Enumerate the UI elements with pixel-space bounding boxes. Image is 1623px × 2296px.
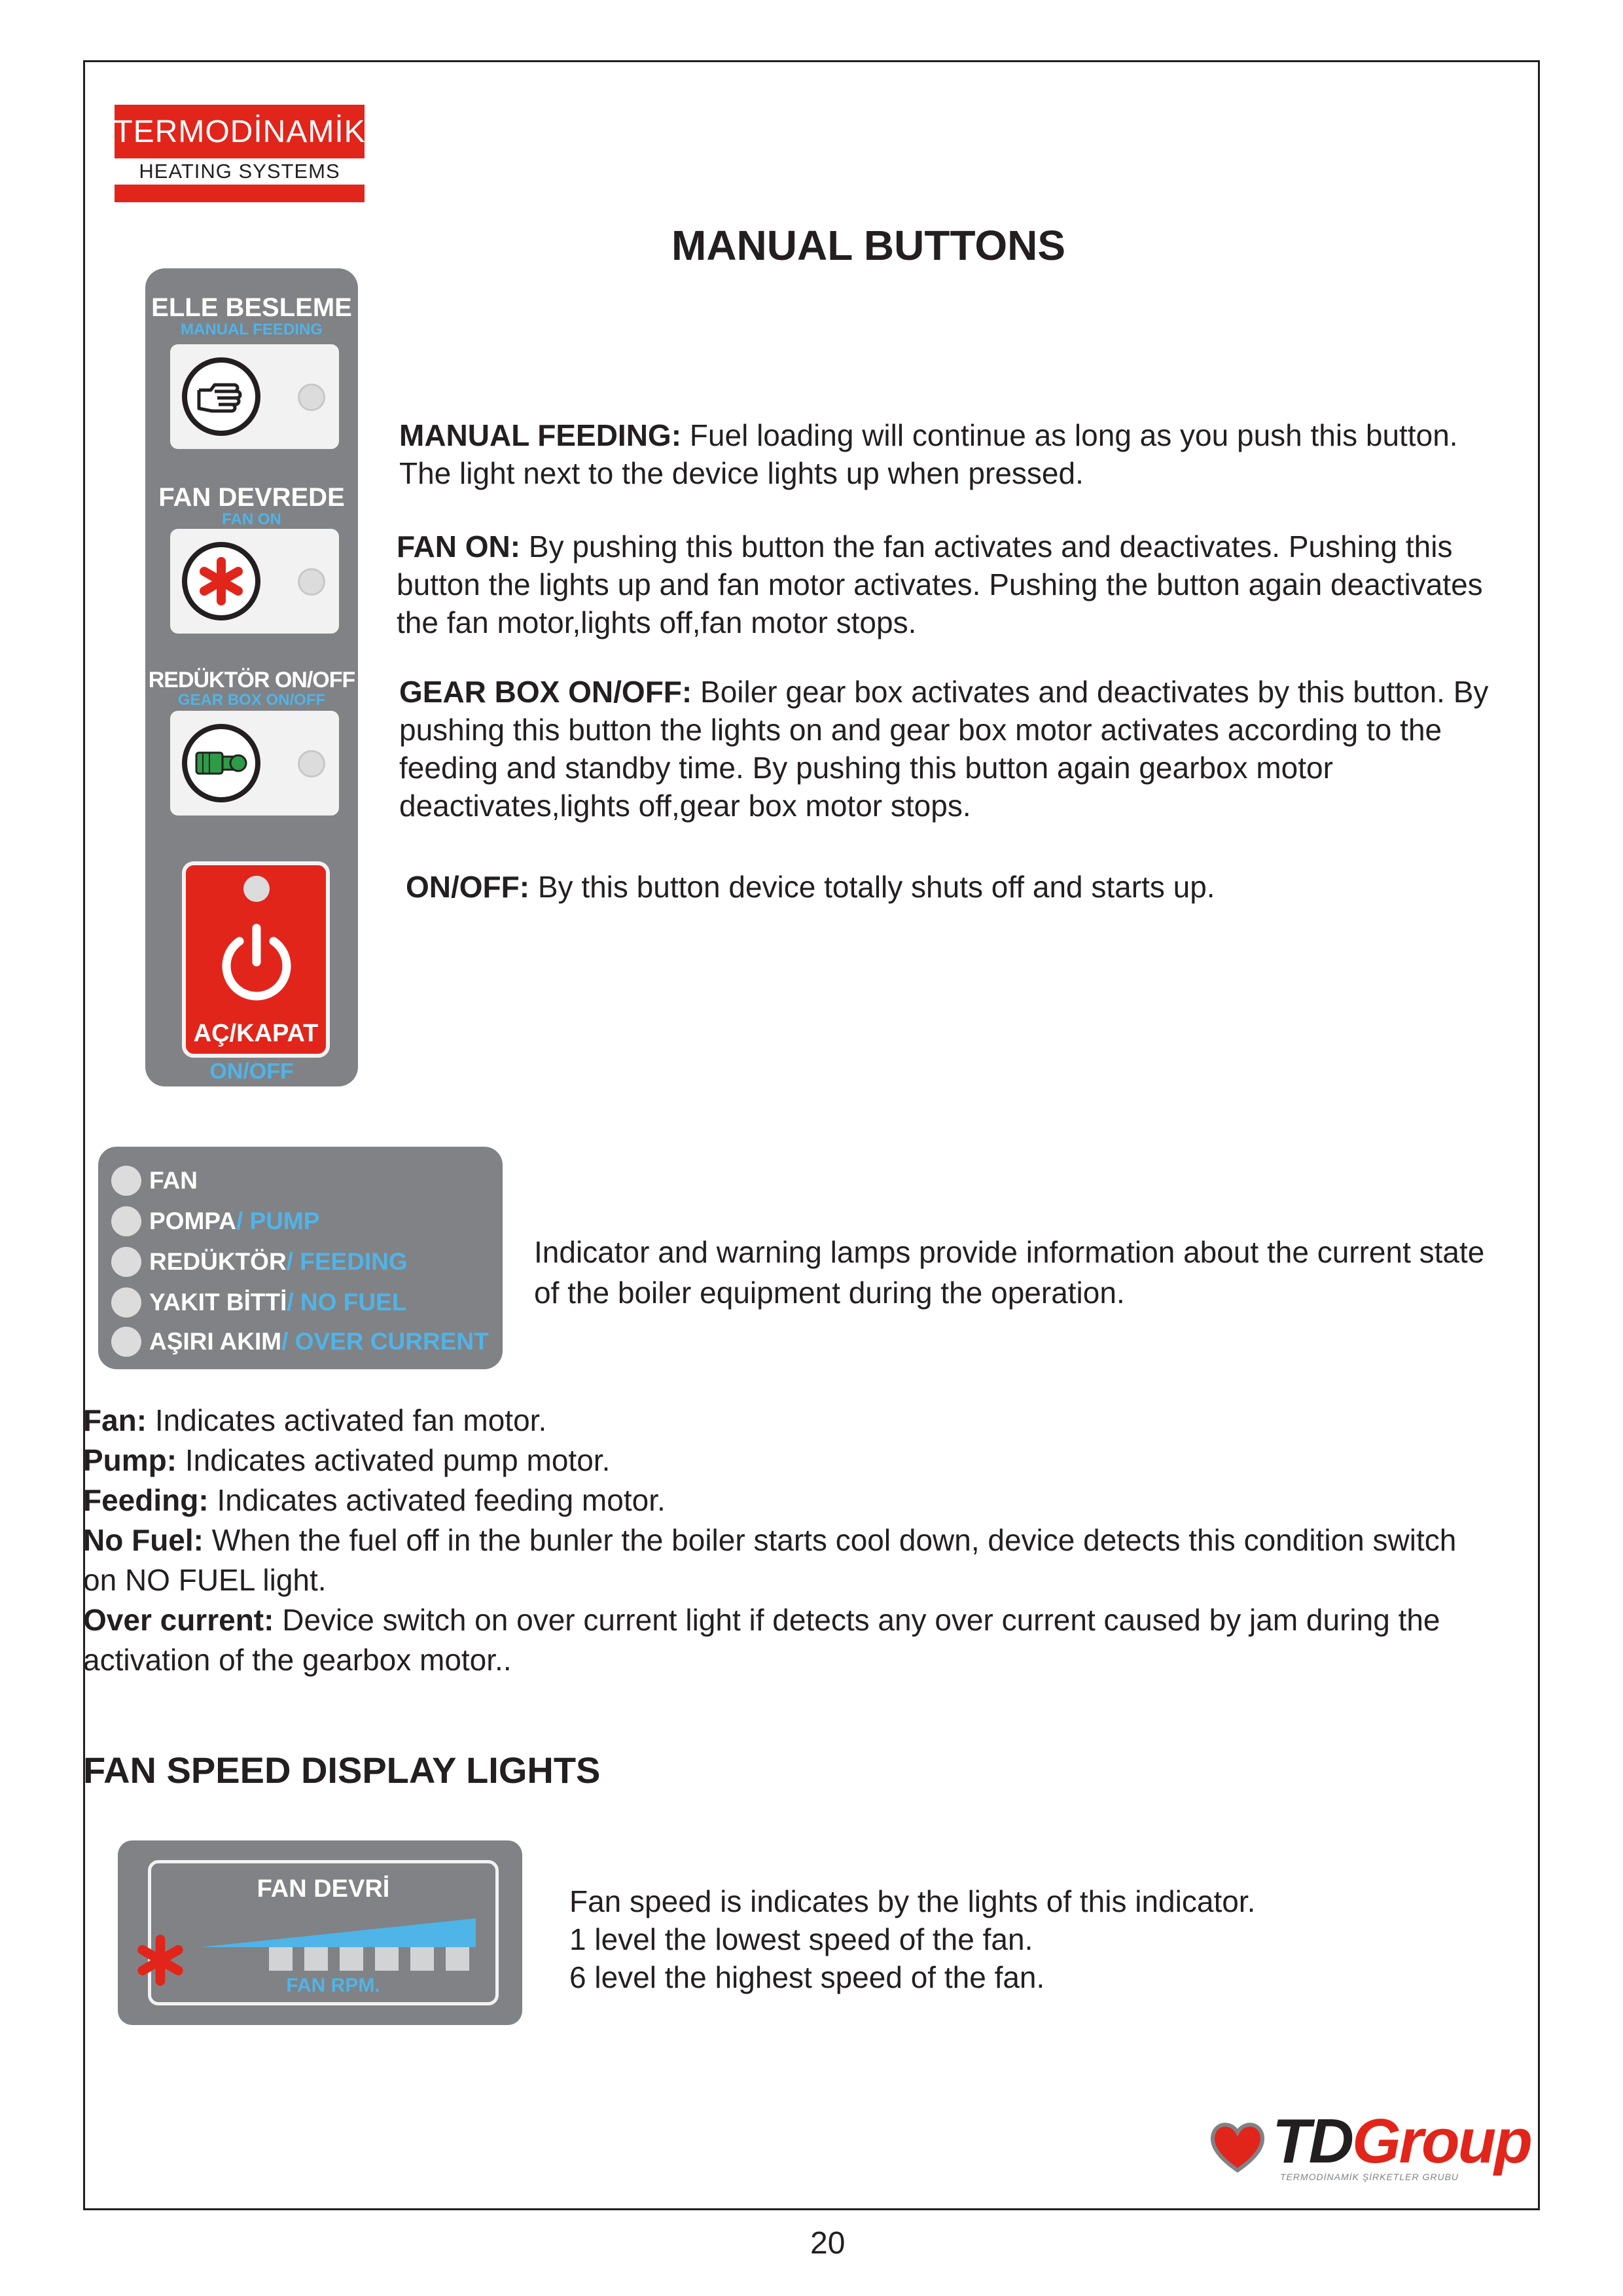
lamp-pump-label: Pump: bbox=[83, 1443, 177, 1477]
onoff-label: AÇ/KAPAT bbox=[193, 1020, 319, 1047]
onoff-desc-label: ON/OFF: bbox=[406, 870, 530, 904]
fan-speed-level-light bbox=[340, 1947, 363, 1971]
logo bbox=[115, 105, 365, 158]
lamp-fan-label: Fan: bbox=[83, 1403, 147, 1437]
indicator-row-no-fuel bbox=[111, 1285, 406, 1319]
indicator-row-over-current bbox=[111, 1325, 489, 1359]
indicator-label-en: / OVER CURRENT bbox=[281, 1328, 489, 1355]
gearbox-desc bbox=[399, 673, 1538, 825]
lamp-fan-desc bbox=[83, 1401, 1536, 1441]
lamp-over-current-desc bbox=[83, 1600, 1523, 1680]
manual-feeding-sublabel: MANUAL FEEDING bbox=[181, 321, 323, 338]
indicator-led bbox=[111, 1247, 141, 1277]
manual-feeding-desc-label: MANUAL FEEDING: bbox=[399, 418, 682, 452]
td-group-td: TD bbox=[1272, 2106, 1352, 2176]
fan-speed-desc bbox=[569, 1882, 1486, 1996]
indicator-panel bbox=[98, 1147, 503, 1369]
fan-on-sublabel: FAN ON bbox=[222, 511, 281, 528]
indicator-label-en: / FEEDING bbox=[286, 1248, 408, 1275]
fan-icon bbox=[182, 542, 260, 620]
lamp-feeding-desc bbox=[83, 1480, 1536, 1520]
gearbox-motor-icon bbox=[182, 724, 260, 802]
fan-on-button[interactable] bbox=[170, 529, 339, 634]
logo-name: TERMODİNAMİK bbox=[113, 114, 366, 149]
fan-speed-heading: FAN SPEED DISPLAY LIGHTS bbox=[83, 1749, 601, 1791]
lamp-descriptions bbox=[83, 1401, 1536, 1680]
indicator-label: YAKIT BİTTİ bbox=[149, 1289, 287, 1316]
lamp-fan-text: Indicates activated fan motor. bbox=[147, 1403, 547, 1437]
td-group-group: Group bbox=[1351, 2106, 1531, 2176]
fan-on-desc-label: FAN ON: bbox=[397, 529, 521, 564]
page-number: 20 bbox=[810, 2226, 846, 2261]
indicator-row-pump bbox=[111, 1204, 319, 1238]
hand-pointer-icon bbox=[182, 357, 260, 436]
indicator-label: POMPA bbox=[149, 1208, 236, 1234]
lamp-no-fuel-desc bbox=[83, 1520, 1497, 1600]
fan-speed-level-light bbox=[375, 1947, 399, 1971]
td-group-subtitle: TERMODİNAMİK ŞİRKETLER GRUBU bbox=[1280, 2172, 1459, 2182]
td-group-logo bbox=[1208, 2117, 1267, 2179]
onoff-button[interactable] bbox=[182, 861, 330, 1058]
manual-feeding-led bbox=[298, 384, 325, 411]
page-title: MANUAL BUTTONS bbox=[671, 222, 1066, 269]
indicator-label-en: / NO FUEL bbox=[287, 1289, 407, 1316]
fan-speed-level-light bbox=[269, 1947, 293, 1971]
lamp-over-current-label: Over current: bbox=[83, 1603, 274, 1637]
control-panel bbox=[145, 268, 358, 1086]
lamp-pump-text: Indicates activated pump motor. bbox=[177, 1443, 611, 1477]
onoff-desc-text: By this button device totally shuts off and starts up. bbox=[529, 870, 1215, 904]
td-group-wordmark bbox=[1272, 2106, 1531, 2176]
indicator-label: FAN bbox=[149, 1167, 198, 1194]
gearbox-desc-text: Boiler gear box activates and deactivates by this button. By pushing this button the lights on and gear box motor activates according to the feeding and standby time. By pushing this button again gearbox motor deactivates,lights off,gear box motor stops. bbox=[399, 675, 1489, 823]
indicator-label: AŞIRI AKIM bbox=[149, 1328, 282, 1355]
fan-speed-panel-sub: FAN RPM. bbox=[286, 1975, 380, 1996]
onoff-desc bbox=[406, 868, 1518, 906]
fan-speed-level-light bbox=[446, 1947, 469, 1971]
lamp-no-fuel-text: When the fuel off in the bunler the boiler starts cool down, device detects this condition switch on NO FUEL light. bbox=[83, 1523, 1457, 1597]
fan-speed-desc-line: 1 level the lowest speed of the fan. bbox=[569, 1922, 1033, 1956]
fan-speed-desc-line: 6 level the highest speed of the fan. bbox=[569, 1960, 1045, 1994]
fan-speed-desc-line: Fan speed is indicates by the lights of this indicator. bbox=[569, 1884, 1256, 1918]
indicator-led bbox=[111, 1206, 141, 1236]
fan-speed-level-light bbox=[304, 1947, 328, 1971]
lamp-no-fuel-label: No Fuel: bbox=[83, 1523, 204, 1557]
fan-on-label: FAN DEVREDE bbox=[158, 483, 345, 512]
indicator-row-fan bbox=[111, 1164, 198, 1198]
onoff-sublabel: ON/OFF bbox=[209, 1059, 294, 1084]
gearbox-led bbox=[298, 750, 325, 778]
fan-speed-level-light bbox=[410, 1947, 434, 1971]
indicator-desc: Indicator and warning lamps provide information about the current state of the boiler equipment during the operation. bbox=[534, 1235, 1485, 1310]
fan-speed-panel bbox=[118, 1840, 522, 2025]
indicator-row-feeding bbox=[111, 1245, 408, 1279]
gearbox-desc-label: GEAR BOX ON/OFF: bbox=[399, 675, 692, 709]
indicator-label: REDÜKTÖR bbox=[149, 1248, 287, 1275]
manual-feeding-label: ELLE BESLEME bbox=[151, 293, 352, 322]
indicator-led bbox=[111, 1287, 141, 1318]
indicator-label-en: / PUMP bbox=[236, 1208, 320, 1234]
lamp-feeding-label: Feeding: bbox=[83, 1483, 209, 1517]
fan-speed-frame bbox=[148, 1860, 499, 2005]
indicator-led bbox=[111, 1166, 141, 1196]
gearbox-button[interactable] bbox=[170, 711, 339, 816]
gearbox-label: REDÜKTÖR ON/OFF bbox=[148, 668, 355, 692]
indicator-led bbox=[111, 1327, 141, 1357]
fan-on-desc bbox=[397, 528, 1509, 641]
onoff-led bbox=[243, 876, 270, 902]
lamp-feeding-text: Indicates activated feeding motor. bbox=[208, 1483, 666, 1517]
manual-feeding-button[interactable] bbox=[170, 344, 339, 449]
fan-speed-wedge bbox=[201, 1918, 476, 1950]
logo-bar bbox=[115, 185, 365, 202]
lamp-pump-desc bbox=[83, 1441, 1536, 1480]
manual-feeding-desc-text: Fuel loading will continue as long as you push this button. The light next to the device lights up when pressed. bbox=[399, 418, 1458, 490]
logo-tagline: HEATING SYSTEMS bbox=[115, 158, 365, 185]
manual-feeding-desc bbox=[399, 416, 1512, 492]
power-icon bbox=[213, 919, 300, 1009]
fan-on-led bbox=[298, 568, 325, 596]
heart-icon bbox=[1208, 2117, 1267, 2176]
lamp-over-current-text: Device switch on over current light if detects any over current caused by jam during the activation of the gearbox motor.. bbox=[83, 1603, 1440, 1677]
fan-speed-panel-title: FAN DEVRİ bbox=[257, 1875, 390, 1903]
gearbox-sublabel: GEAR BOX ON/OFF bbox=[177, 691, 326, 709]
fan-on-desc-text: By pushing this button the fan activates and deactivates. Pushing this button the lights up and fan motor activates. Pushing the button again deactivates the fan motor,lights off,fan motor stops. bbox=[397, 529, 1483, 639]
